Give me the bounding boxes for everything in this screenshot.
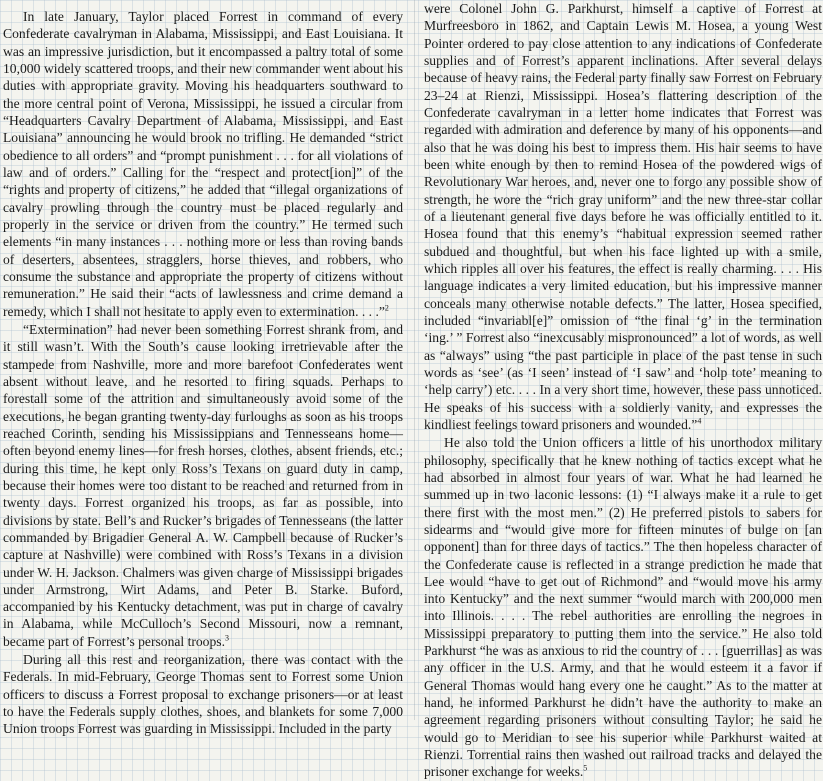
paragraph-hosea-description: were Colonel John G. Parkhurst, himself a captive of Forrest at Murfreesboro in 1862, and Captain Lewis M. Hosea, a young West Pointer ordered to pay close attention to any indications of Confederate supplies and of Forrest’s apparent inclinations. After several delays because of heavy rains, the Federal party finally saw Forrest on February 23–24 at Rienzi, Mississippi. Hosea’s flattering description of the Confederate cavalryman in a letter home indicates that Forrest was regarded with admiration and deference by many of his opponents—and also that he was doing his best to impress them. His hair seems to have been white enough by then to remind Hosea of the powdered wigs of Revolutionary War heroes, and, never one to forgo any possible show of strength, he wore the “rich gray uniform” and the new three-star collar of a lieutenant general five days before he was officially entitled to it. Hosea found that this enemy’s “habitual expression seemed rather subdued and thoughtful, but when his face lighted up with a smile, which ripples all over his features, the effect is really charming. . . . His language indicates a very limited education, but his impressive manner conceals many otherwise notable defects.” The latter, Hosea specified, included “invariabl[e]” omission of “the final ‘g’ in the termination ‘ing.’ ” Forrest also “inexcusably mispronounced” a lot of words, as well as “always” using “the past participle in place of the past tense in such words as ‘see’ (as ‘I seen’ instead of ‘I saw’ and ‘holp tote’ meaning to ‘help carry’) etc. . . . In a very short time, however, these pass unnoticed. He speaks of his success with a soldierly vanity, and expresses the kindliest feelings toward prisoners and wounded.”$^4$ bbox=[424, 1, 822, 432]
right-column bbox=[424, 0, 822, 780]
footnote-marker: 2 bbox=[384, 303, 389, 313]
paragraph-federal-contact: During all this rest and reorganization, there was contact with the Federals. In mid-February, George Thomas sent to Forrest some Union officers to discuss a Forrest proposal to exchange prisoners—or at least to have the Federals supply clothes, shoes, and blankets for some 7,000 Union troops Forrest was guarding in Mississippi. Included in the party bbox=[3, 652, 403, 737]
column-divider bbox=[414, 0, 415, 720]
footnote-marker: 5 bbox=[583, 763, 588, 773]
footnote-marker: 3 bbox=[224, 633, 229, 643]
left-column bbox=[3, 0, 403, 737]
footnote-marker: 4 bbox=[697, 416, 702, 426]
paragraph-military-philosophy: He also told the Union officers a little of his unorthodox military philosophy, specifically that he knew nothing of tactics except what he had absorbed in almost four years of war. What he had learned he summed up in two laconic lessons: (1) “I always make it a rule to get there first with the most men.” (2) He preferred pistols to sabers for sidearms and “would give more for fifteen minutes of bulge on [an opponent] than for three days of tactics.” The then hopeless character of the Confederate cause is reflected in a strange prediction he made that Lee would “have to get out of Richmond” and “would move his army into Kentucky” and the next summer “would march with 200,000 men into Illinois. . . . The rebel authorities are enrolling the negroes in Mississippi preparatory to putting them into the service.” He also told Parkhurst “he was as anxious to rid the country of . . . [guerrillas] as was any officer in the U.S. Army, and that he would esteem it a favor if General Thomas would hang every one he caught.” As to the matter at hand, he informed Parkhurst he didn’t have the authority to make an agreement regarding prisoners without consulting Taylor; he said he would go to Meridian to see his superior while Parkhurst waited at Rienzi. Torrential rains then washed out railroad tracks and delayed the prisoner exchange for weeks.$^5$ bbox=[424, 435, 822, 780]
paragraph-extermination: “Extermination” had never been something Forrest shrank from, and it still wasn’t. With the South’s cause looking irretrievable after the stampede from Nashville, more and more barefoot Confederates went absent without leave, and he resorted to firing squads. Perhaps to forestall some of the attrition and simultaneously avoid some of the executions, he began granting twenty-day furloughs as soon as his troops reached Corinth, sending his Mississippians and Tennesseans home—often beyond enemy lines—for fresh horses, clothes, absent friends, etc.; during this time, he kept only Ross’s Texans on guard duty in camp, because their homes were too distant to be reached and returned from in twenty days. Forrest organized his troops, as far as possible, into divisions by state. Bell’s and Rucker’s brigades of Tennesseans (the latter commanded by Brigadier General A. W. Campbell because of Rucker’s capture at Nashville) were combined with Ross’s Texans in a division under W. H. Jackson. Chalmers was given charge of Mississippi brigades under Armstrong, Wirt Adams, and Peter B. Starke. Buford, accompanied by his Kentucky detachment, was put in charge of cavalry in Alabama, while McCulloch’s Second Missouri, now a remnant, became part of Forrest’s personal troops.$^3$ bbox=[3, 321, 403, 649]
paragraph-taylor-command: In late January, Taylor placed Forrest in command of every Confederate cavalryman in Alabama, Mississippi, and East Louisiana. It was an impressive jurisdiction, but it encompassed a paltry total of some 10,000 widely scattered troops, and their new commander went about his duties with appropriate gravity. Moving his headquarters southward to the more central point of Verona, Mississippi, he issued a circular from “Headquarters Cavalry Department of Alabama, Mississippi, and East Louisiana” announcing he would brook no trifling. He demanded “strict obedience to all orders” and “prompt punishment . . . for all violations of law and of orders.” Calling for the “respect and protect[ion]” of the “rights and property of citizens,” he added that “illegal organizations of cavalry prowling through the country must be placed regularly and properly in the service or driven from the country.” He termed such elements “in many instances . . . nothing more or less than roving bands of deserters, absentees, stragglers, horse thieves, and robbers, who consume the substance and appropriate the property of citizens without remuneration.” He said their “acts of lawlessness and crime demand a remedy, which I shall not hesitate to apply even to extermination. . . .”$^2$ bbox=[3, 9, 403, 319]
